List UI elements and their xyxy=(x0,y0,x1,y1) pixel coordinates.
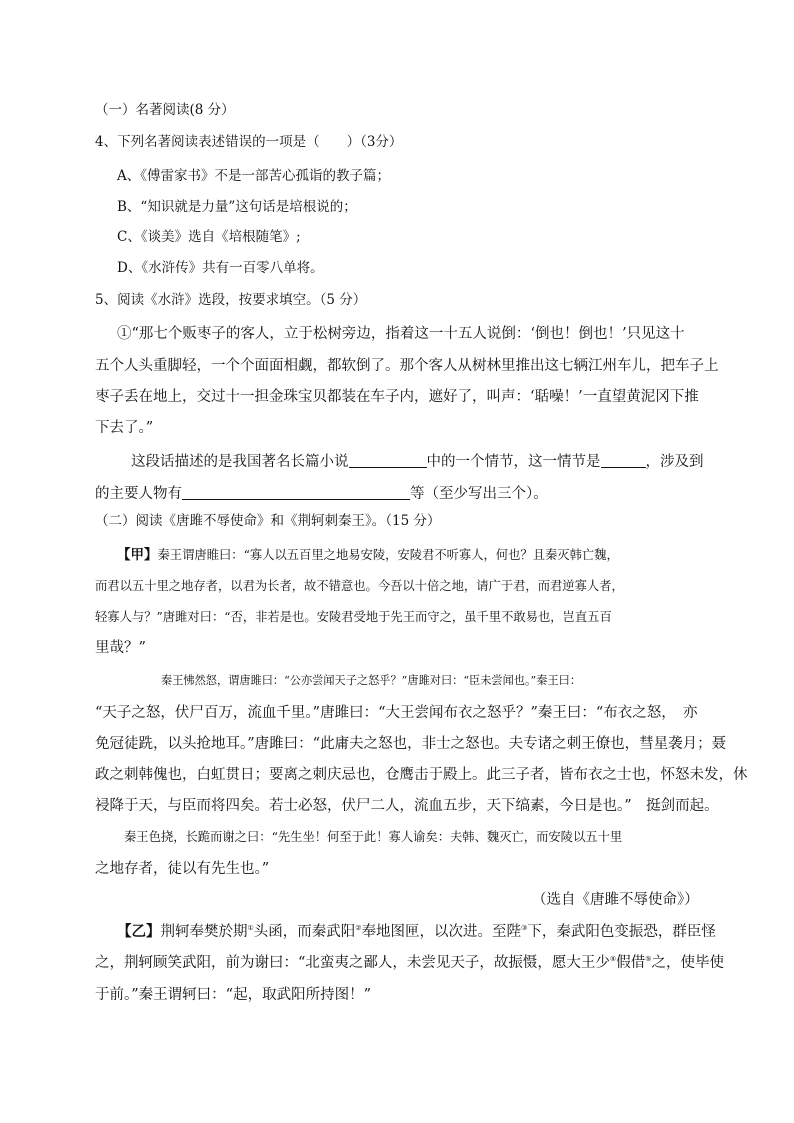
footnote-4: ④ xyxy=(609,955,617,963)
yi-l1-a: 荆轲奉樊於期 xyxy=(160,924,248,940)
yi-l2-a: 之，荆轲顾笑武阳，前为谢曰：“北蛮夷之鄙人，未尝见天子，故振慑，愿大王少 xyxy=(95,955,610,971)
passage-line-2: 五个人头重脚轻，一个个面面相觑，都软倒了。那个客人从树林里推出这七辆江州车儿，把车子上 xyxy=(95,358,719,374)
jia-tag: 【甲】 xyxy=(117,547,158,563)
yi-tag: 【乙】 xyxy=(117,923,161,940)
fill-2-text-b: 等（至少写出三个）。 xyxy=(410,486,548,502)
option-c: C、《谈美》选自《培根随笔》; xyxy=(117,229,301,245)
question-5-stem: 5、阅读《水浒》选段，按要求填空。（5 分） xyxy=(95,292,367,308)
footnote-3: ③ xyxy=(521,924,528,932)
jia-p2-small-line: 秦王怫然怒，谓唐雎曰：“公亦尝闻天子之怒乎？”唐雎对曰：“臣未尝闻也。”秦王曰： xyxy=(161,674,582,687)
yi-l1-d: 下，秦武阳色变振恐，群臣怪 xyxy=(527,924,716,940)
jia-p2-line-2: 免冠徒跣，以头抢地耳。”唐雎曰：“此庸夫之怒也，非士之怒也。夫专诸之刺王僚也，彗星袭月；聂 xyxy=(95,736,727,752)
passage-line-4: 下去了。” xyxy=(95,420,154,436)
option-d: D、《水浒传》共有一百零八单将。 xyxy=(117,260,324,276)
jia-p3-line: 之地存者，徒以有先生也。” xyxy=(95,861,270,877)
footnote-1: ① xyxy=(247,924,254,932)
yi-line-3: 于前。”秦王谓轲曰：“起，取武阳所持图！” xyxy=(95,987,371,1003)
section-2-heading: （二）阅读《唐雎不辱使命》和《荆轲刺秦王》。（15 分） xyxy=(95,513,441,529)
question-4-stem: 4、下列名著阅读表述错误的一项是（ ）（3分） xyxy=(95,134,403,150)
option-b: B、“知识就是力量”这句话是培根说的； xyxy=(117,199,357,215)
jia-p2-line-4: 祲降于天，与臣而将四矣。若士必怒，伏尸二人，流血五步，天下缟素，今日是也。” 挺剑而起。 xyxy=(95,798,719,814)
fill-line-1 xyxy=(131,453,704,470)
fill-1-text-b: 中的一个情节，这一情节是 xyxy=(426,454,601,470)
fill-1-text-a: 这段话描述的是我国著名长篇小说 xyxy=(131,454,349,470)
fill-2-text-a: 的主要人物有 xyxy=(95,486,182,502)
jia-p2-line-3: 政之刺韩傀也，白虹贯日；要离之刺庆忌也，仓鹰击于殿上。此三子者，皆布衣之士也，怀怒未发，休 xyxy=(95,767,748,783)
yi-l2-c: 之，使毕使 xyxy=(651,955,724,971)
option-a: A、《傅雷家书》不是一部苦心孤诣的教子篇； xyxy=(117,168,390,184)
section-1-heading: （一）名著阅读(8 分） xyxy=(95,102,235,118)
yi-line-2 xyxy=(95,956,724,971)
footnote-2: ② xyxy=(355,924,362,932)
footnote-5: ⑤ xyxy=(645,955,652,963)
novel-title-blank[interactable] xyxy=(349,453,427,468)
characters-blank[interactable] xyxy=(182,485,410,500)
episode-blank[interactable] xyxy=(601,453,646,468)
fill-line-2 xyxy=(95,485,548,502)
passage-line-3: 枣子丢在地上，交过十一担金珠宝贝都装在车子内，遮好了，叫声：‘聒噪！’一直望黄泥冈下推 xyxy=(95,389,699,405)
jia-line-4: 里哉？” xyxy=(95,640,146,656)
yi-l1-c: 奉地图匣，以次进。至陛 xyxy=(361,924,522,940)
jia-line-2: 而君以五十里之地存者，以君为长者，故不错意也。今吾以十倍之地，请广于君，而君逆寡人者， xyxy=(95,579,624,593)
jia-line-1-text: 秦王谓唐睢曰：“寡人以五百里之地易安陵，安陵君不听寡人，何也？且秦灭韩亡魏， xyxy=(157,548,619,562)
yi-l2-b: 假借 xyxy=(616,955,646,971)
yi-l1-b: 头函，而秦武阳 xyxy=(253,924,356,940)
jia-source: （选自《唐雎不辱使命》） xyxy=(532,892,699,908)
yi-line-1 xyxy=(117,925,716,940)
passage-line-1: ①“那七个贩枣子的客人，立于松树旁边，指着这一十五人说倒：‘倒也！倒也！’只见这十 xyxy=(117,326,685,342)
jia-p3-small-line: 秦王色挠，长跪而谢之曰：“先生坐！何至于此！寡人谕矣：夫韩、魏灭亡，而安陵以五十里 xyxy=(124,830,623,844)
jia-line-1 xyxy=(117,549,619,563)
jia-line-3: 轻寡人与？”唐雎对曰：“否，非若是也。安陵君受地于先王而守之，虽千里不敢易也，岂直五百 xyxy=(95,610,612,624)
jia-p2-line-1: “天子之怒，伏尸百万，流血千里。”唐雎曰：“大王尝闻布衣之怒乎？”秦王曰：“布衣之怒， 亦 xyxy=(95,705,698,721)
fill-1-text-c: ，涉及到 xyxy=(645,454,704,470)
